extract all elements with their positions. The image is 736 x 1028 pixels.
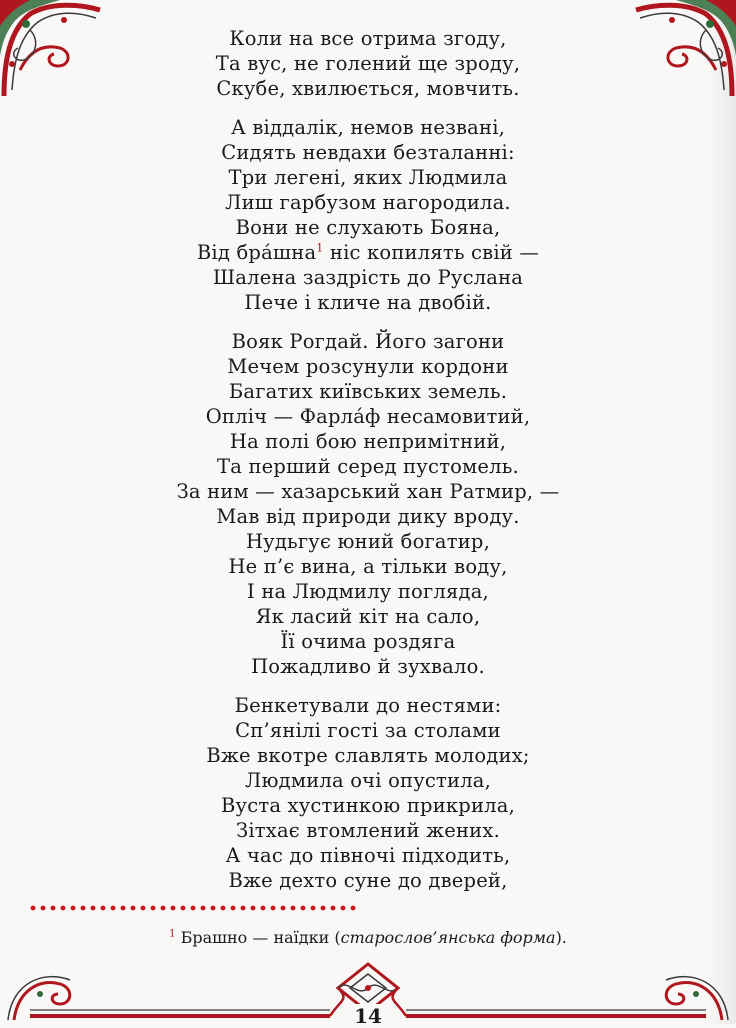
poem-line: Пожадливо й зухвало. [251,655,485,678]
poem-line: Вже вкотре славлять молодих; [206,744,530,767]
poem-line: Скубе, хвилюється, мовчить. [216,77,520,100]
poem-line: Опліч — Фарла́ф несамовитий, [205,405,531,428]
poem-line: Бенкетували до нестями: [234,694,502,717]
stanza-1 [0,26,736,101]
poem-line: За ним — хазарський хан Ратмир, — [176,480,560,503]
poem-line: Сидять невдахи безталанні: [221,141,515,164]
poem-line: Вуста хустинкою прикрила, [221,794,515,817]
poem-line: Її очима роздяга [280,630,456,653]
poem-line: Вже дехто суне до дверей, [228,869,508,892]
poem-line: Коли на все отрима згоду, [229,27,507,50]
poem-line: Нудьгує юний богатир, [245,530,491,553]
poem-line: Шалена заздрість до Руслана [212,266,524,289]
footnote-marker[interactable]: 1 [316,241,324,255]
poem-line-part: Від бра́шна [196,241,317,264]
footnote-number: 1 [169,928,176,940]
poem-line: І на Людмилу погляда, [247,580,489,603]
poem-line: А час до півночі підходить, [225,844,511,867]
poem-line-with-footnote [0,240,736,265]
poem-line: А віддалік, немов незвані, [230,116,506,139]
poem-line: Зітхає втомлений жених. [236,819,500,842]
stanza-3 [0,329,736,679]
poem-line: Вони не слухають Бояна, [235,216,501,239]
footnote-note: старослов’янська форма [340,928,556,947]
poem-line: На полі бою непримітний, [229,430,507,453]
poem-line: Сп’янілі гості за столами [235,719,501,742]
footnote-dash: — наїдки ( [247,928,341,947]
poem-line: Та вус, не голений ще зроду, [215,52,521,75]
poem-line: Та перший серед пустомель. [217,455,519,478]
poem-text [0,26,736,907]
poem-line: Мав від природи дику вроду. [216,505,520,528]
poem-line: Лиш гарбузом нагородила. [225,191,511,214]
page-number-text: 14 [348,1004,388,1028]
poem-line: Мечем розсунули кордони [227,355,509,378]
footnote-term: Брашно [180,928,248,947]
poem-line: Пече і кличе на двобій. [244,291,492,314]
footnote-divider [28,904,358,912]
poem-line: Багатих київських земель. [228,380,508,403]
poem-line-part: ніс копилять свій — [323,241,540,264]
footnote [0,928,736,947]
stanza-2 [0,115,736,315]
poem-line: Три легені, яких Людмила [228,166,508,189]
poem-line: Як ласий кіт на сало, [255,605,481,628]
stanza-4 [0,693,736,893]
poem-line: Людмила очі опустила, [244,769,492,792]
page-number [0,1004,736,1028]
poem-line: Не п’є вина, а тільки воду, [228,555,508,578]
poem-line: Вояк Рогдай. Його загони [231,330,505,353]
footnote-end: ). [555,928,567,947]
